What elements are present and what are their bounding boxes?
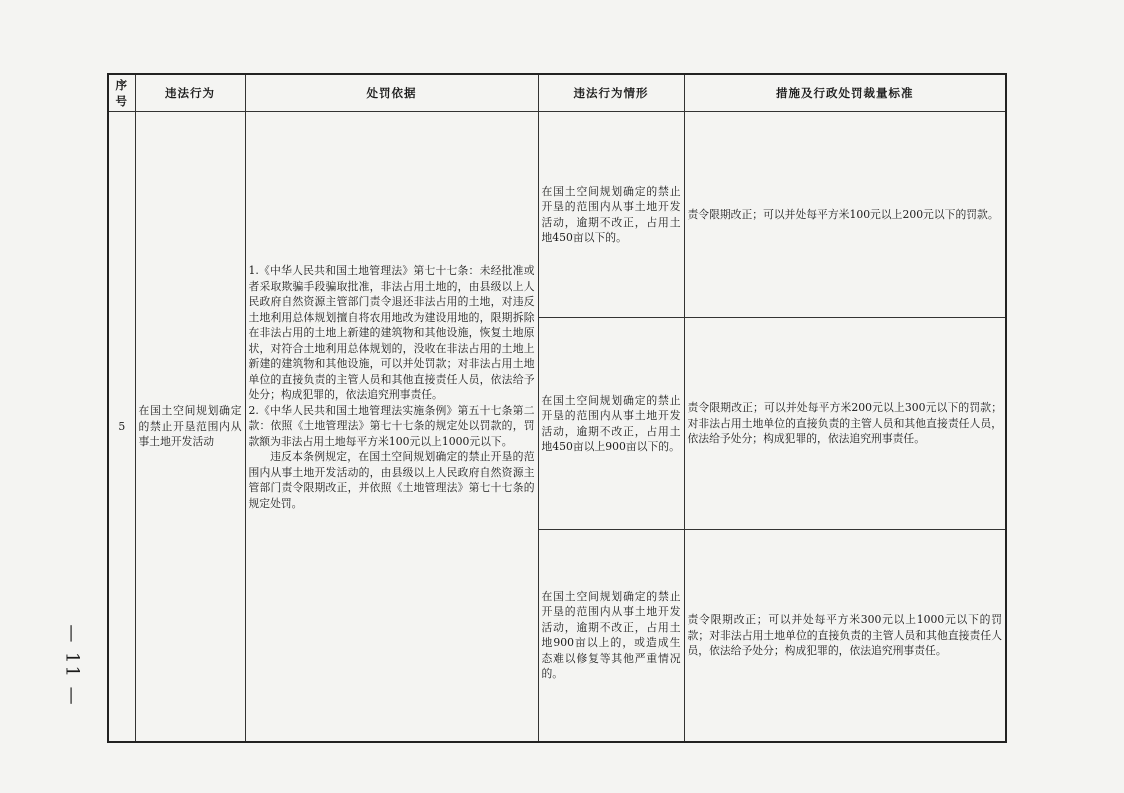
table-header-row — [108, 74, 1006, 112]
case-3-standard: 责令限期改正；可以并处每平方米300元以上1000元以下的罚款；对非法占用土地单位的直接负责的主管人员和其他直接责任人员，依法给予处分；构成犯罪的，依法追究刑事责任。 — [684, 530, 1006, 742]
basis-paragraph-1: 1.《中华人民共和国土地管理法》第七十七条：未经批准或者采取欺骗手段骗取批准，非法占用土地的，由县级以上人民政府自然资源主管部门责令退还非法占用的土地，对违反土地利用总体规划擅自将农用地改为建设用地的，限期拆除在非法占用的土地上新建的建筑物和其他设施，恢复土地原状，对符合土地利用总体规划的，没收在非法占用的土地上新建的建筑物和其他设施，可以并处罚款；对非法占用土地单位的直接负责的主管人员和其他直接责任人员，依法给予处分；构成犯罪的，依法追究刑事责任。 — [248, 264, 535, 402]
row-violation: 在国土空间规划确定的禁止开垦范围内从事土地开发活动 — [135, 112, 245, 742]
header-circumstance: 违法行为情形 — [538, 74, 684, 112]
case-1-circumstance: 在国土空间规划确定的禁止开垦的范围内从事土地开发活动，逾期不改正，占用土地450亩以下的。 — [538, 112, 684, 318]
page-number — [52, 620, 92, 710]
header-standard: 措施及行政处罚裁量标准 — [684, 74, 1006, 112]
basis-paragraph-3: 违反本条例规定，在国土空间规划确定的禁止开垦的范围内从事土地开发活动的，由县级以上人民政府自然资源主管部门责令限期改正，并依照《土地管理法》第七十七条的规定处罚。 — [248, 450, 535, 510]
header-basis: 处罚依据 — [245, 74, 538, 112]
row-basis — [245, 112, 538, 742]
case-1-standard: 责令限期改正；可以并处每平方米100元以上200元以下的罚款。 — [684, 112, 1006, 318]
header-seq: 序号 — [108, 74, 135, 112]
penalty-table — [107, 73, 1007, 743]
page-number-text: — 11 — — [61, 623, 83, 707]
header-violation: 违法行为 — [135, 74, 245, 112]
case-2-standard: 责令限期改正；可以并处每平方米200元以上300元以下的罚款；对非法占用土地单位的直接负责的主管人员和其他直接责任人员，依法给予处分；构成犯罪的，依法追究刑事责任。 — [684, 318, 1006, 530]
case-3-circumstance: 在国土空间规划确定的禁止开垦的范围内从事土地开发活动，逾期不改正，占用土地900亩以上的，或造成生态难以修复等其他严重情况的。 — [538, 530, 684, 742]
row-seq: 5 — [108, 112, 135, 742]
basis-paragraph-2: 2.《中华人民共和国土地管理法实施条例》第五十七条第二款：依照《土地管理法》第七十七条的规定处以罚款的，罚款额为非法占用土地每平方米100元以上1000元以下。 — [248, 403, 535, 448]
case-2-circumstance: 在国土空间规划确定的禁止开垦的范围内从事土地开发活动，逾期不改正，占用土地450亩以上900亩以下的。 — [538, 318, 684, 530]
table-row — [108, 112, 1006, 318]
